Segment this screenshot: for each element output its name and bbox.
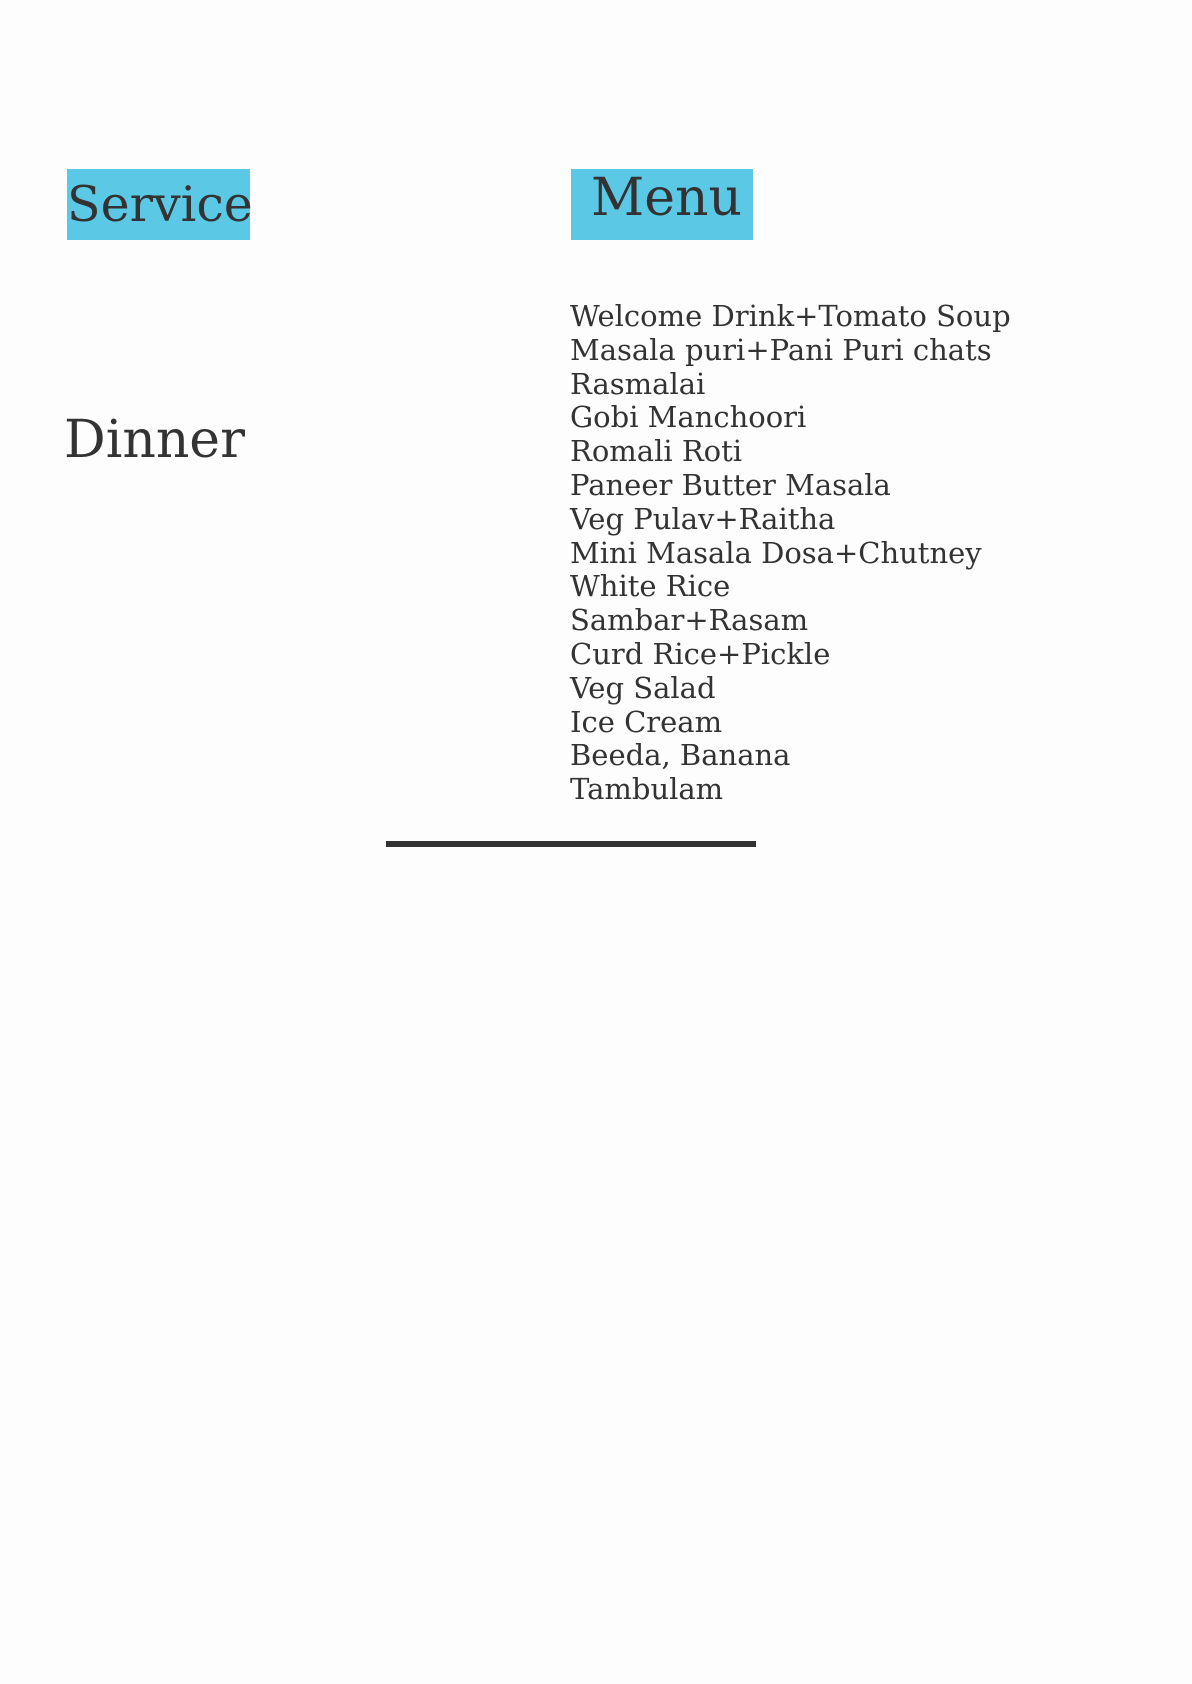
menu-item: Curd Rice+Pickle xyxy=(570,636,831,671)
menu-item: Veg Pulav+Raitha xyxy=(570,501,836,536)
menu-item: Paneer Butter Masala xyxy=(570,467,891,502)
menu-item: Sambar+Rasam xyxy=(570,603,809,638)
service-name: Dinner xyxy=(64,410,245,470)
menu-item: Masala puri+Pani Puri chats xyxy=(570,332,992,367)
menu-item: White Rice xyxy=(570,569,731,604)
menu-item: Welcome Drink+Tomato Soup xyxy=(570,299,1011,333)
menu-item: Gobi Manchoori xyxy=(570,400,807,435)
menu-item: Romali Roti xyxy=(570,434,743,469)
service-heading: Service xyxy=(67,169,250,240)
divider xyxy=(386,841,756,847)
menu-item: Beeda, Banana xyxy=(570,738,791,773)
menu-item: Tambulam xyxy=(570,772,724,807)
menu-item: Veg Salad xyxy=(570,670,716,705)
menu-item: Mini Masala Dosa+Chutney xyxy=(570,535,982,570)
menu-heading: Menu xyxy=(571,169,753,240)
menu-item: Rasmalai xyxy=(570,366,706,401)
menu-list xyxy=(570,300,1011,807)
menu-item: Ice Cream xyxy=(570,704,723,739)
